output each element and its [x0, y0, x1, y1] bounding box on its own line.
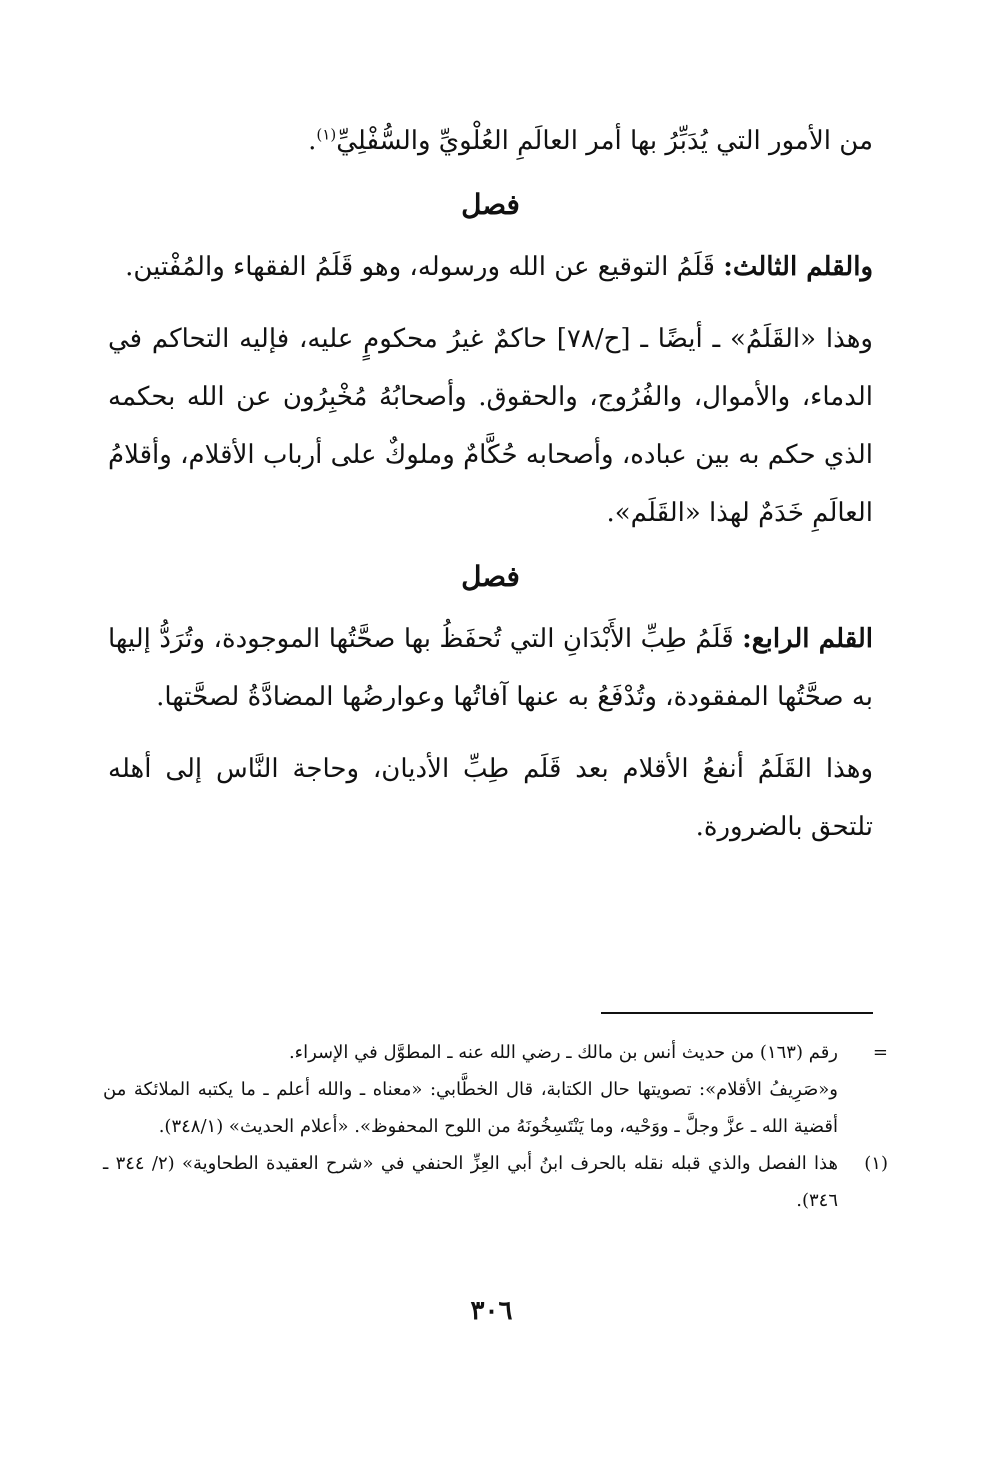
- fourth-pen-text: قَلَمُ طِبِّ الأَبْدَانِ التي تُحفَظُ بها صحَّتُها الموجودة، وتُرَدُّ إليها به صحَّتُها المفقودة، وتُدْفَعُ به عنها آفاتُها وعوارضُها المضادَّةُ لصحَّتها.: [108, 624, 873, 712]
- footnote-1-marker: (١): [864, 1153, 888, 1174]
- page-number: ٣٠٦: [470, 1296, 513, 1326]
- continuation-marker: =: [872, 1042, 888, 1063]
- intro-text: من الأمور التي يُدَبِّرُ بها أمر العالَمِ العُلْويِّ والسُّفْلِيِّ: [336, 126, 873, 156]
- footnote-1-text: هذا الفصل والذي قبله نقله بالحرف ابنُ أبي العِزِّ الحنفي في «شرح العقيدة الطحاوية» (٢/ ٣٤٤ ـ ٣٤٦).: [103, 1153, 838, 1211]
- fourth-pen-title: القلم الرابع:: [742, 624, 873, 654]
- third-pen-title: والقلم الثالث:: [723, 252, 873, 282]
- fourth-pen-paragraph-2: وهذا القَلَمُ أنفعُ الأقلام بعد قَلَم طِبِّ الأديان، وحاجة النَّاس إلى أهله تلتحق بالضرورة.: [108, 754, 873, 842]
- third-pen-text: قَلَمُ التوقيع عن الله ورسوله، وهو قَلَمُ الفقهاء والمُفْتين.: [125, 252, 715, 282]
- main-text: [108, 112, 873, 856]
- continuation-text-2: و«صَرِيفُ الأقلام»: تصويتها حال الكتابة، قال الخطَّابي: «معناه ـ والله أعلم ـ ما يكتبه الملائكة من أقضية الله ـ عزَّ وجلَّ ـ ووَحْيه، وما يَنْتَسِخُونَهُ من اللوح المحفوظ». «أعلام الحديث» (٣٤٨/١).: [103, 1079, 838, 1137]
- footnotes-block: [103, 1034, 888, 1219]
- intro-end: .: [308, 126, 317, 156]
- footnote-continuation: [103, 1034, 888, 1145]
- third-pen-paragraph-2: وهذا «القَلَمُ» ـ أيضًا ـ [ح/٧٨] حاكمٌ غيرُ محكومٍ عليه، فإليه التحاكم في الدماء، والأموال، والفُرُوج، والحقوق. وأصحابُهُ مُخْبِرُون عن الله بحكمه الذي حكم به بين عباده، وأصحابه حُكَّامٌ وملوكٌ على أرباب الأقلام، وأقلامُ العالَمِ خَدَمٌ لهذا «القَلَم».: [108, 324, 873, 528]
- continuation-text-1: رقم (١٦٣) من حديث أنس بن مالك ـ رضي الله عنه ـ المطوَّل في الإسراء.: [288, 1042, 838, 1063]
- intro-paragraph: [108, 112, 873, 170]
- third-pen-paragraph: [108, 238, 873, 296]
- footnote-separator: [601, 1012, 873, 1014]
- continuation-body: [103, 1034, 838, 1145]
- footnote-1: [103, 1145, 888, 1219]
- footnote-reference[interactable]: (١): [316, 125, 337, 144]
- fourth-pen-paragraph: [108, 610, 873, 726]
- section-heading-2: فصل: [461, 560, 520, 593]
- section-heading-1: فصل: [461, 188, 520, 221]
